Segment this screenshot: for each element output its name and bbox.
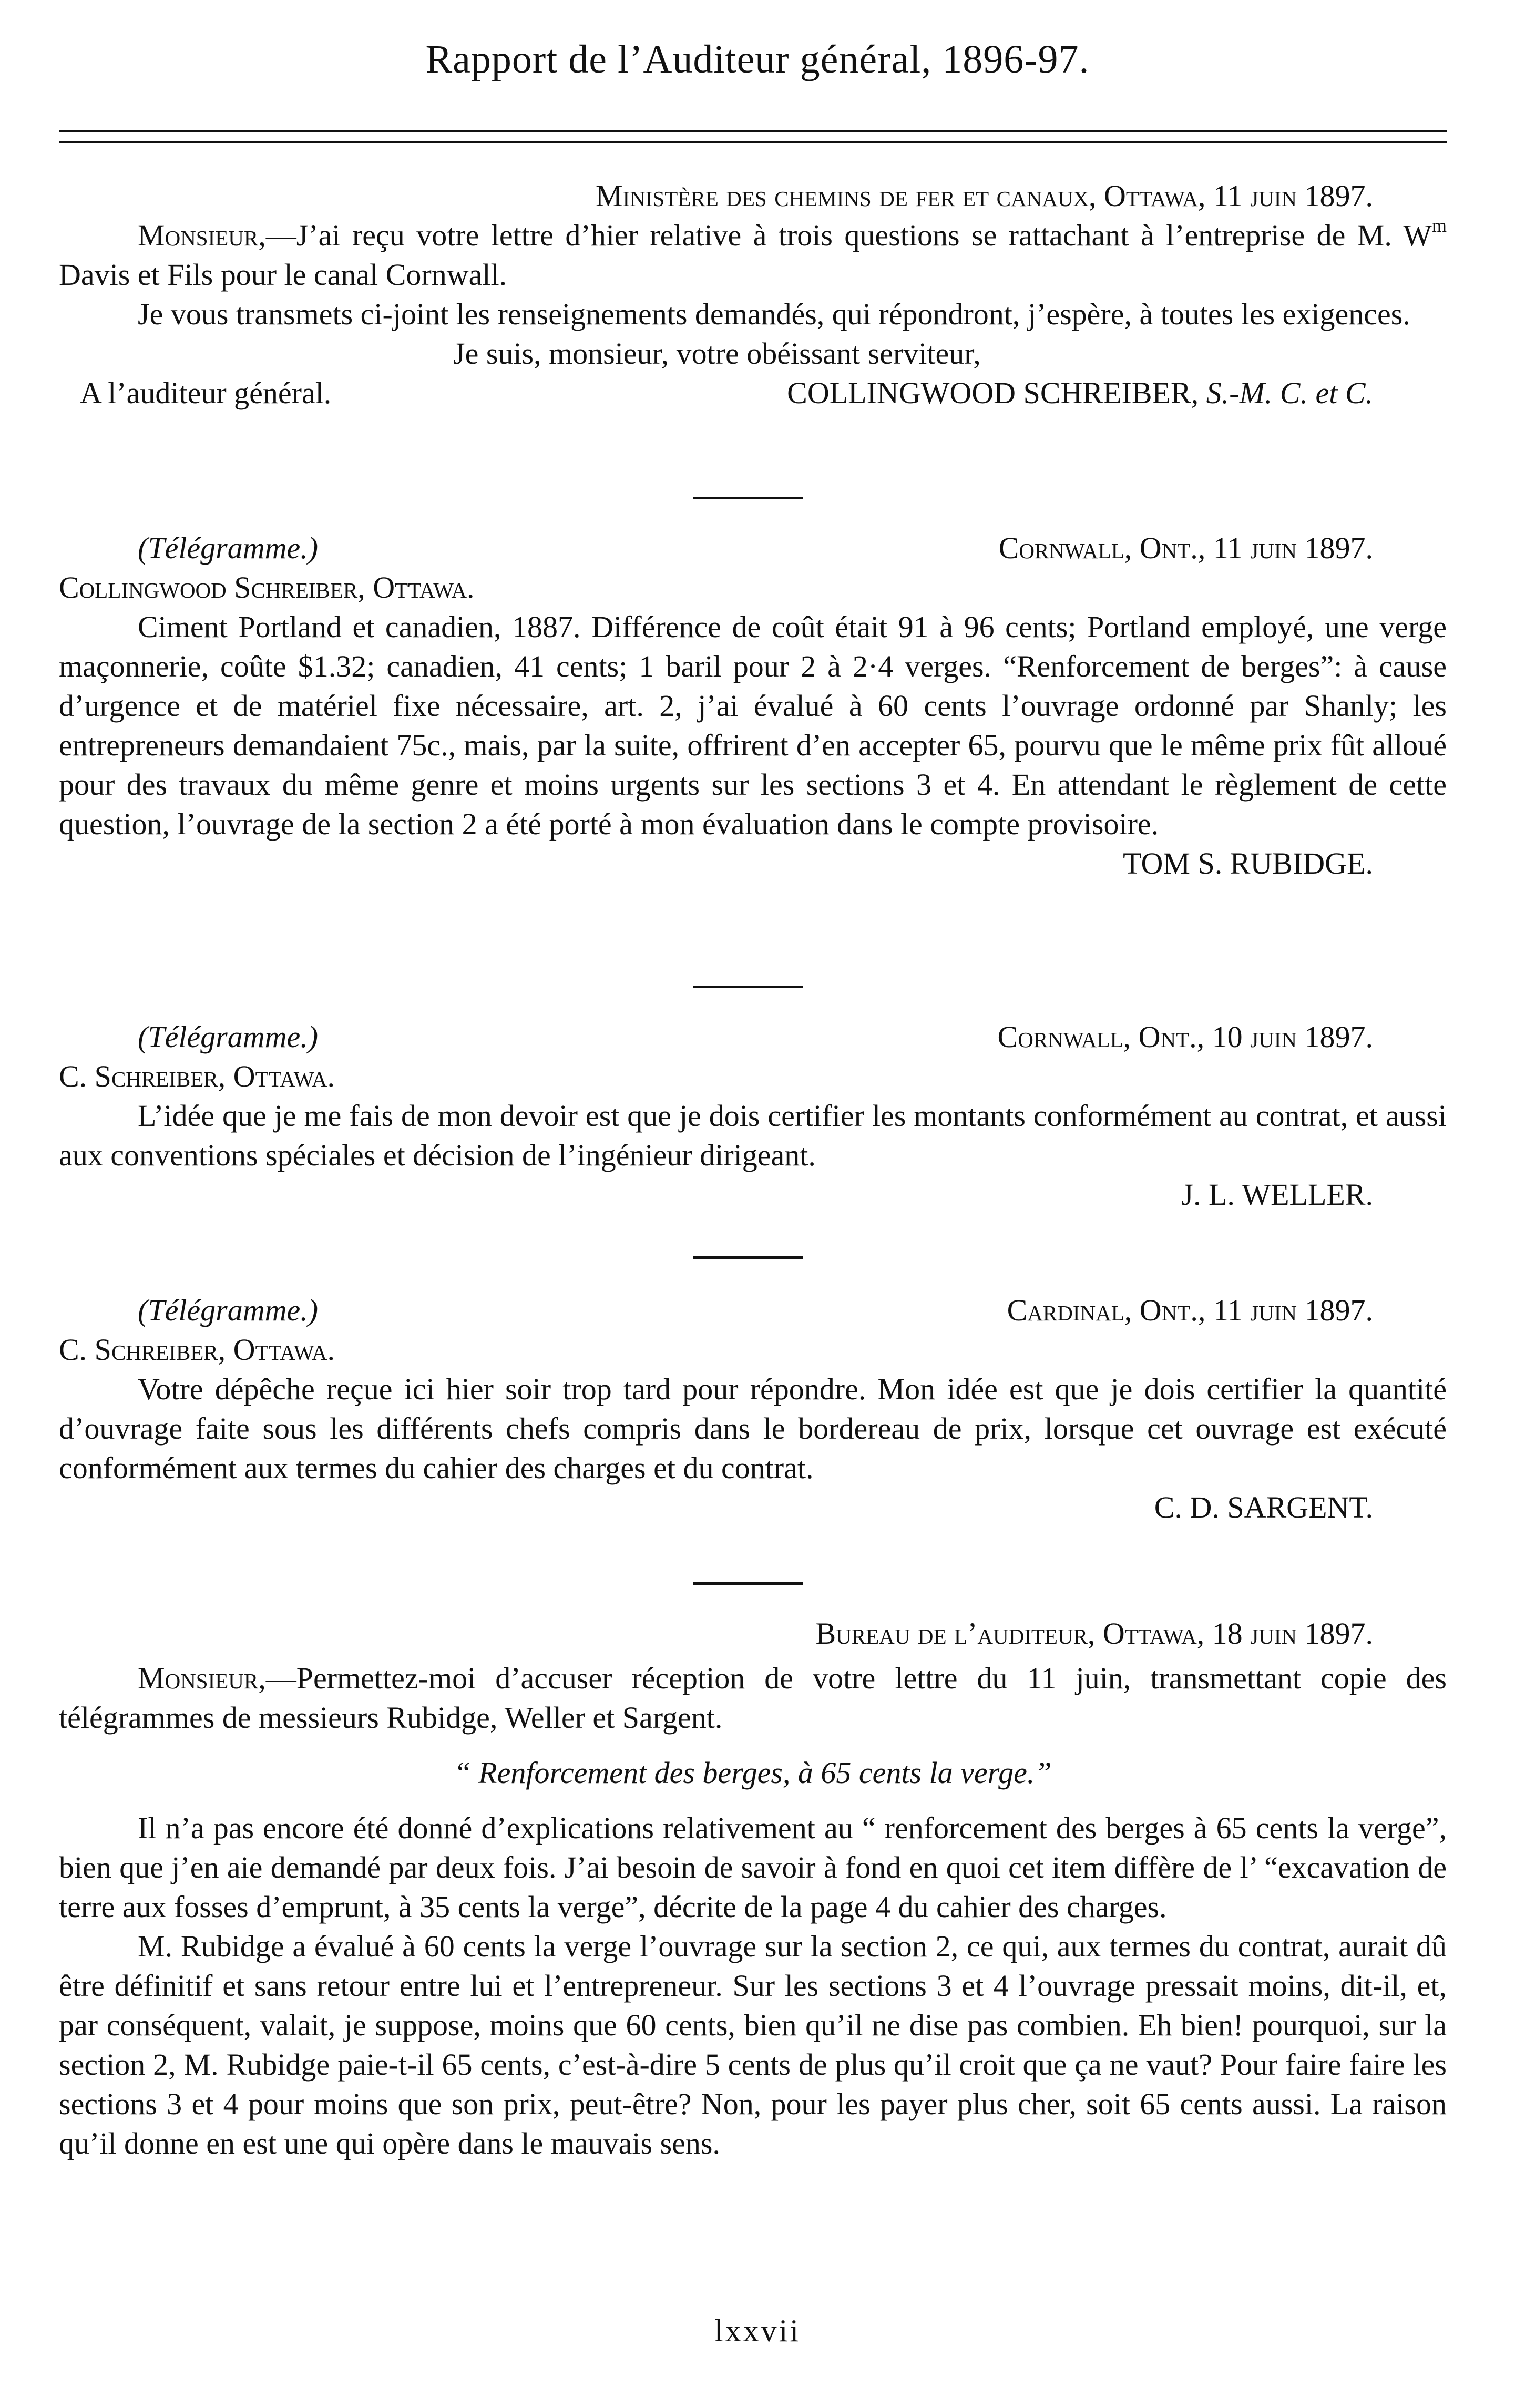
telegram-2-dateline: Cornwall, Ont., 10 juin 1897. <box>997 1020 1373 1054</box>
telegram-2-label: (Télégramme.) <box>138 1020 319 1054</box>
letter-1 <box>59 176 1447 413</box>
letter-2-dateline: Bureau de l’auditeur, Ottawa, 18 juin 1897. <box>815 1616 1373 1651</box>
letter-1-signature: COLLINGWOOD SCHREIBER, <box>787 376 1199 410</box>
section-rule-3 <box>693 1256 803 1259</box>
letter-2-paragraph-1 <box>59 1658 1447 1737</box>
telegram-3-dateline: Cardinal, Ont., 11 juin 1897. <box>1007 1293 1373 1327</box>
letter-1-closing: Je suis, monsieur, votre obéissant serviteur, <box>453 336 981 371</box>
section-rule-4 <box>693 1582 803 1585</box>
telegram-1-dateline: Cornwall, Ont., 11 juin 1897. <box>998 531 1373 565</box>
telegram-1 <box>59 528 1447 883</box>
telegram-1-body: Ciment Portland et canadien, 1887. Différence de coût était 91 à 96 cents; Portland employé, une verge maçonnerie, coûte $1.32; canadien, 41 cents; 1 baril pour 2 à 2·4 verges. “Renforcement de berges”: à cause d’urgence et de matériel fixe nécessaire, art. 2, j’ai évalué à 60 cents l’ouvrage ordonné par Shanly; les entrepreneurs demandaient 75c., mais, par la suite, offrirent d’en accepter 65, pourvu que le même prix fût alloué pour des travaux du même genre et moins urgents sur les sections 3 et 4. En attendant le règlement de cette question, l’ouvrage de la section 2 a été porté à mon évaluation dans le compte provisoire. <box>59 610 1447 841</box>
telegram-1-label: (Télégramme.) <box>138 531 319 565</box>
running-head: Rapport de l’Auditeur général, 1896-97. <box>425 37 1090 81</box>
letter-1-para1-text: —J’ai reçu votre lettre d’hier relative à trois questions se rattachant à l’entreprise de M. W <box>265 218 1432 252</box>
telegram-3-signature: C. D. SARGENT. <box>1154 1490 1373 1524</box>
telegram-3-label: (Télégramme.) <box>138 1293 319 1327</box>
telegram-1-header <box>59 528 1447 568</box>
telegram-1-signature: TOM S. RUBIDGE. <box>1123 846 1373 880</box>
telegram-2-header <box>59 1017 1447 1057</box>
letter-2 <box>59 1614 1447 2163</box>
telegram-3-body: Votre dépêche reçue ici hier soir trop tard pour répondre. Mon idée est que je dois certifier la quantité d’ouvrage faite sous les différents chefs compris dans le bordereau de prix, lorsque cet ouvrage est exécuté conformément aux termes du cahier des charges et du contrat. <box>59 1372 1447 1485</box>
letter-2-paragraph-3: M. Rubidge a évalué à 60 cents la verge l’ouvrage sur la section 2, ce qui, aux termes du contrat, aurait dû être définitif et sans retour entre lui et l’entrepreneur. Sur les sections 3 et 4 l’ouvrage pressait moins, dit-il, et, par conséquent, valait, je suppose, moins que 60 cents, bien qu’il ne dise pas combien. Eh bien! pourquoi, sur la section 2, M. Rubidge paie-t-il 65 cents, c’est-à-dire 5 cents de plus qu’il croit que ça ne vaut? Pour faire faire les sections 3 et 4 pour moins que son prix, peut-être? Non, pour les payer plus cher, soit 65 cents aussi. La raison qu’il donne en est une qui opère dans le mauvais sens. <box>59 1929 1447 2160</box>
letter-2-salutation: Monsieur, <box>138 1661 266 1695</box>
letter-1-salutation: Monsieur, <box>138 218 266 252</box>
telegram-2-body: L’idée que je me fais de mon devoir est que je dois certifier les montants conformément au contrat, et aussi aux conventions spéciales et décision de l’ingénieur dirigeant. <box>59 1099 1447 1172</box>
letter-1-signature-title: S.-M. C. et C. <box>1206 376 1373 410</box>
letter-2-para1-text: —Permettez-moi d’accuser réception de votre lettre du 11 juin, transmettant copie des télégrammes de messieurs Rubidge, Weller et Sargent. <box>59 1661 1447 1735</box>
letter-1-paragraph-1 <box>59 216 1447 294</box>
telegram-2-recipient: C. Schreiber, Ottawa. <box>59 1059 335 1093</box>
letter-2-paragraph-2: Il n’a pas encore été donné d’explications relativement au “ renforcement des berges à 65 cents la verge”, bien que j’en aie demandé par deux fois. J’ai besoin de savoir à fond en quoi cet item diffère de l’ “excavation de terre aux fosses d’emprunt, à 35 cents la verge”, décrite de la page 4 du cahier des charges. <box>59 1811 1447 1924</box>
letter-1-signature-block <box>787 373 1447 413</box>
page-folio: lxxvii <box>714 2313 801 2348</box>
section-rule-1 <box>693 497 803 499</box>
telegram-3 <box>59 1290 1447 1527</box>
letter-1-para1-end: Davis et Fils pour le canal Cornwall. <box>59 258 507 292</box>
letter-1-dateline: Ministère des chemins de fer et canaux, Ottawa, 11 juin 1897. <box>595 179 1373 213</box>
telegram-2 <box>59 1017 1447 1214</box>
header-double-rule <box>59 130 1447 143</box>
telegram-2-signature: J. L. WELLER. <box>1181 1177 1373 1212</box>
telegram-1-recipient: Collingwood Schreiber, Ottawa. <box>59 570 475 604</box>
letter-1-signature-line <box>59 373 1447 413</box>
telegram-3-header <box>59 1290 1447 1330</box>
letter-1-para1-sup: m <box>1431 215 1447 236</box>
telegram-3-recipient: C. Schreiber, Ottawa. <box>59 1333 335 1367</box>
letter-1-paragraph-2: Je vous transmets ci-joint les renseignements demandés, qui répondront, j’espère, à toutes les exigences. <box>138 297 1410 331</box>
letter-2-heading: “ Renforcement des berges, à 65 cents la verge.” <box>454 1756 1052 1790</box>
letter-1-addressee: A l’auditeur général. <box>80 376 332 410</box>
section-rule-2 <box>693 986 803 988</box>
